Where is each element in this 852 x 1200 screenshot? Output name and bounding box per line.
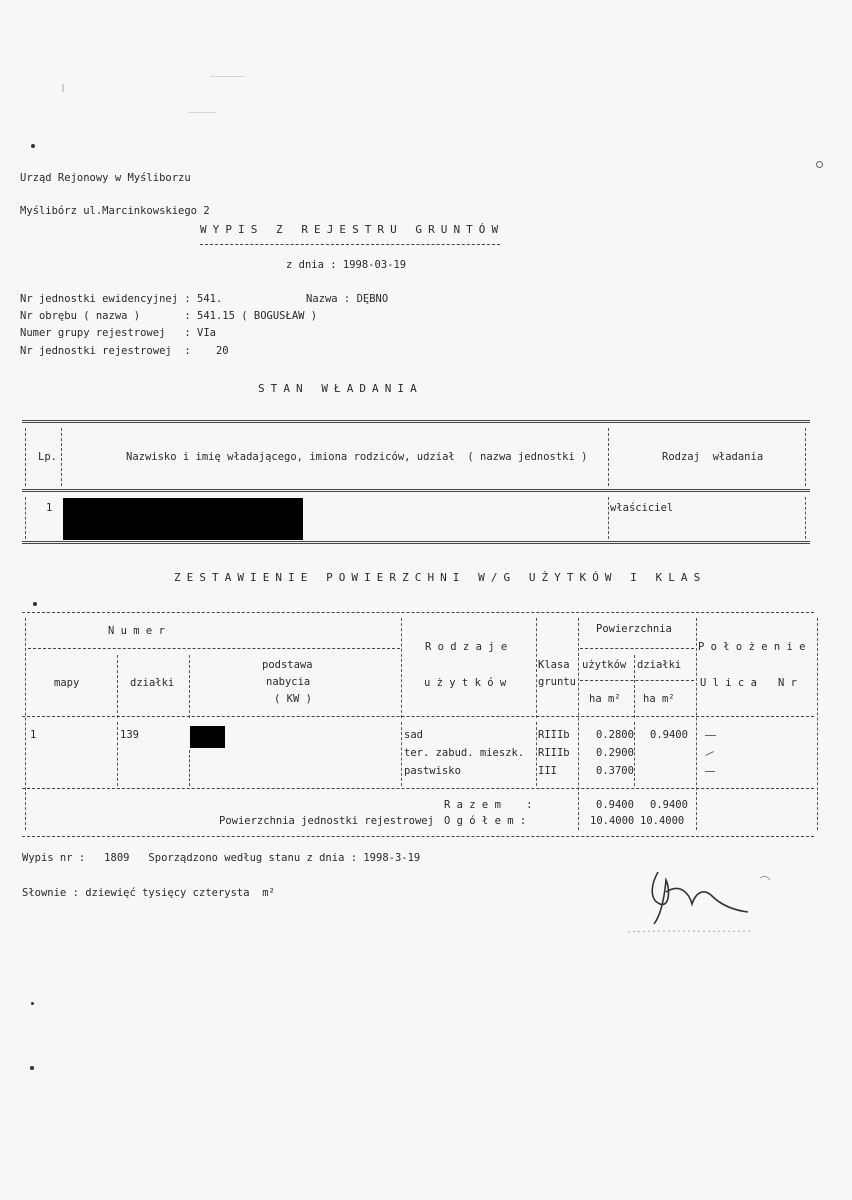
- stan-table-top-border: [22, 420, 810, 423]
- stan-wladania-heading: STAN WŁADANIA: [258, 382, 423, 395]
- punch-dot: [33, 602, 37, 606]
- zest-row-border-klasa: [536, 722, 537, 786]
- stan-border-name: [608, 428, 609, 486]
- bleed-mark: [188, 112, 216, 113]
- stan-border-left: [25, 428, 26, 486]
- zestawienie-heading: ZESTAWIENIE POWIERZCHNI W/G UŻYTKÓW I KLAS: [174, 571, 707, 584]
- office-name: Urząd Rejonowy w Myśliborzu: [20, 172, 191, 184]
- zest-row-klasa: III: [538, 765, 557, 777]
- stan-row-rodzaj: właściciel: [610, 502, 674, 514]
- punch-dot: [816, 161, 823, 168]
- zest-row-uz: 0.3700: [596, 765, 634, 777]
- slownie-line: Słownie : dziewięć tysięcy czterysta m²: [22, 887, 275, 899]
- zest-row-klasa: RIIIb: [538, 747, 570, 759]
- zest-border-numer: [401, 618, 402, 718]
- stan-border-right: [805, 428, 806, 486]
- zest-col-uzytkow: użytków: [582, 659, 627, 671]
- zest-border-right: [817, 618, 818, 830]
- zest-mapa: 1: [30, 729, 37, 741]
- zest-col-polozenie: P o ł o ż e n i e: [698, 641, 806, 653]
- stan-col-lp: Lp.: [38, 451, 57, 463]
- stan-table-bottom-border: [22, 541, 810, 544]
- handwritten-dash: [705, 771, 715, 772]
- zest-col-dzialki: działki: [130, 677, 175, 689]
- stan-row-border-right: [805, 497, 806, 539]
- zest-rows-bottom-border: [22, 788, 814, 789]
- stan-header-bottom-border: [22, 489, 810, 492]
- ogolem-dz: 10.4000: [640, 815, 685, 827]
- punch-dot: [31, 1002, 34, 1005]
- redacted-owner-name: [63, 498, 303, 540]
- redacted-kw-number: [190, 726, 225, 748]
- zest-row-uz: 0.2900: [596, 747, 634, 759]
- razem-label: R a z e m :: [444, 799, 533, 811]
- nazwa-jednostki: Nazwa : DĘBNO: [306, 293, 389, 305]
- zest-col-ha-uz: ha m²: [589, 693, 621, 705]
- zest-area-subrule: [580, 680, 694, 681]
- zest-col-nabycia: nabycia: [266, 676, 311, 688]
- zest-row-dz: 0.9400: [650, 729, 688, 741]
- zest-col-klasa: Klasa: [538, 659, 570, 671]
- ogolem-uz: 10.4000: [590, 815, 635, 827]
- zest-row-rodzaj: sad: [404, 729, 423, 741]
- zest-border-dzialki: [189, 655, 190, 718]
- bleed-mark: [62, 84, 64, 92]
- zest-dzialka: 139: [120, 729, 139, 741]
- handwritten-dash: [705, 735, 716, 736]
- zest-numer-underline: [28, 648, 400, 649]
- zest-col-mapy: mapy: [54, 677, 80, 689]
- stan-col-rodzaj: Rodzaj władania: [662, 451, 764, 463]
- office-address: Myślibórz ul.Marcinkowskiego 2: [20, 205, 210, 217]
- bleed-mark: [210, 76, 244, 77]
- razem-dz: 0.9400: [650, 799, 688, 811]
- zest-row-border-dzialki: [189, 750, 190, 786]
- zest-bottom-border: [22, 836, 814, 837]
- ogolem-label: O g ó ł e m :: [444, 815, 527, 827]
- zest-col-numer: N u m e r: [108, 625, 165, 637]
- zest-top-border: [22, 612, 814, 613]
- zest-col-ha-dz: ha m²: [643, 693, 675, 705]
- zest-row-rodzaj: pastwisko: [404, 765, 461, 777]
- stan-row-border-left: [25, 497, 26, 539]
- zest-col-uzytkow-label: u ż y t k ó w: [424, 677, 507, 689]
- zest-row-uz: 0.2800: [596, 729, 634, 741]
- zest-row-rodzaj: ter. zabud. mieszk.: [404, 747, 525, 759]
- zest-col-podstawa: podstawa: [262, 659, 313, 671]
- zest-powierzchnia-underline: [580, 648, 694, 649]
- zest-border-mapy: [117, 655, 118, 718]
- document-title: WYPIS Z REJESTRU GRUNTÓW: [200, 223, 505, 236]
- zest-row-border-mapy: [117, 722, 118, 786]
- jednostka-rejestrowa: Nr jednostki rejestrowej : 20: [20, 345, 229, 357]
- razem-uz: 0.9400: [596, 799, 634, 811]
- zest-border-klasa: [578, 618, 579, 830]
- title-underline: [200, 244, 500, 245]
- zest-border-rodzaje: [536, 618, 537, 718]
- zest-border-left: [25, 618, 26, 830]
- punch-dot: [30, 1066, 34, 1070]
- wypis-number-line: Wypis nr : 1809 Sporządzono według stanu z dnia : 1998-3-19: [22, 852, 421, 864]
- numer-grupy: Numer grupy rejestrowej : VIa: [20, 327, 216, 339]
- stan-border-lp: [61, 428, 62, 486]
- zest-col-gruntu: gruntu: [538, 676, 576, 688]
- zest-col-kw: ( KW ): [274, 693, 312, 705]
- zest-border-uzytkow: [634, 655, 635, 718]
- ogolem-prefix: Powierzchnia jednostki rejestrowej: [219, 815, 434, 827]
- zest-border-powierzchnia: [696, 618, 697, 830]
- stan-row-border-name: [608, 497, 609, 539]
- nr-obrebu: Nr obrębu ( nazwa ) : 541.15 ( BOGUSŁAW ): [20, 310, 318, 322]
- zest-col-powierzchnia: Powierzchnia: [596, 623, 672, 635]
- document-date: z dnia : 1998-03-19: [286, 259, 407, 271]
- zest-row-border-uz: [634, 722, 635, 786]
- zest-col-dzialki-area: działki: [637, 659, 682, 671]
- handwritten-check: [705, 751, 714, 756]
- zest-row-klasa: RIIIb: [538, 729, 570, 741]
- zest-col-ulica: U l i c a: [700, 677, 757, 689]
- punch-dot: [31, 144, 35, 148]
- stan-col-name: Nazwisko i imię władającego, imiona rodziców, udział ( nazwa jednostki ): [126, 451, 588, 463]
- signature-icon: [620, 852, 780, 942]
- zest-row-border-rodzaj: [401, 722, 402, 786]
- zest-col-nr: N r: [778, 677, 797, 689]
- stan-row-lp: 1: [46, 502, 53, 514]
- jednostka-ewidencyjna: Nr jednostki ewidencyjnej : 541.: [20, 293, 223, 305]
- zest-col-rodzaje: R o d z a j e: [425, 641, 508, 653]
- zest-header-bottom-border: [22, 716, 814, 717]
